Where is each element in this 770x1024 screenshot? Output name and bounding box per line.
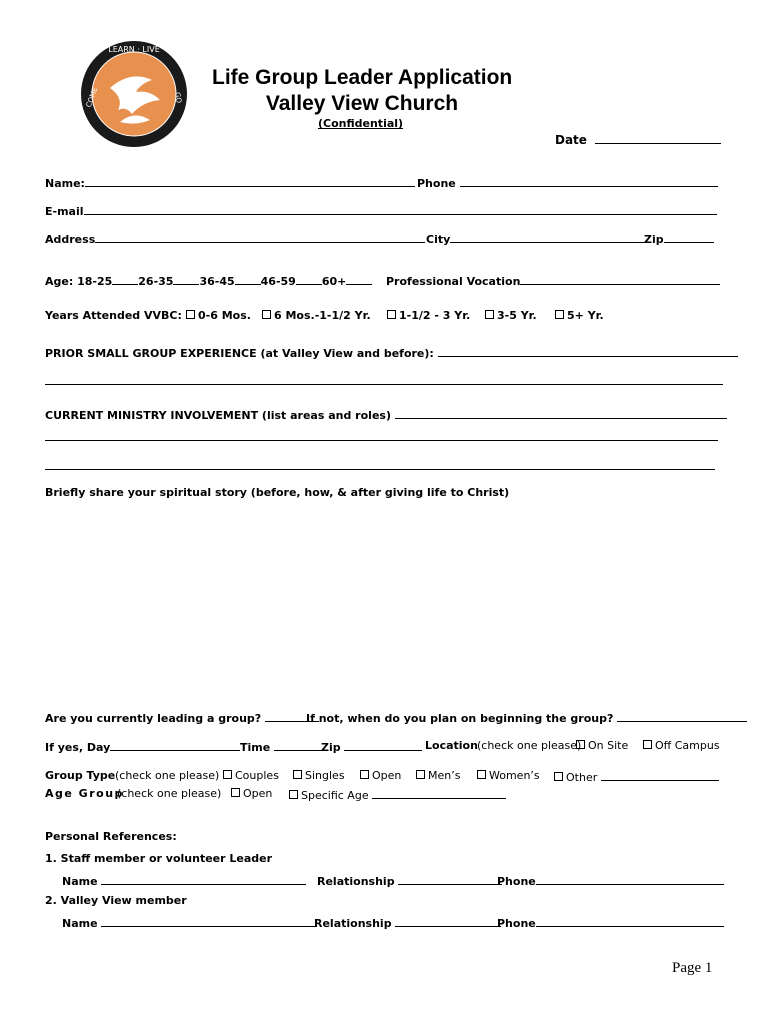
time-field[interactable] [240,739,324,754]
form-title: Life Group Leader Application [212,66,513,89]
location-hint: (check one please) [477,739,582,752]
current-ministry-line-2[interactable] [45,469,715,470]
checkbox-icon [416,770,425,779]
option-label: Open [372,769,402,782]
leading-group-field[interactable] [45,710,319,725]
ref1-name-label: Name [62,875,98,888]
option-label: Other [566,771,598,784]
ref2-name-label: Name [62,917,98,930]
date-field[interactable] [555,132,721,147]
ref2-phone-label: Phone [497,917,536,930]
ref1-name-field[interactable] [62,873,306,888]
time-label: Time [240,741,271,754]
location-off-campus[interactable] [643,739,720,752]
checkbox-icon [360,770,369,779]
date-label: Date [555,133,587,147]
option-label: 5+ Yr. [567,309,604,322]
reference-2-heading: 2. Valley View member [45,894,187,907]
age-group-hint: (check one please) [117,787,222,800]
spiritual-story-prompt: Briefly share your spiritual story (before, how, & after giving life to Christ) [45,486,510,499]
spiritual-story-area[interactable] [45,505,720,695]
church-name: Valley View Church [265,92,459,115]
checkbox-icon [387,310,396,319]
group-zip-label: Zip [321,741,341,754]
current-ministry-field[interactable] [45,407,727,422]
references-heading: Personal References: [45,830,177,843]
checkbox-icon [643,740,652,749]
option-label: 0-6 Mos. [198,309,251,322]
age-60-plus: 60+ [321,275,347,288]
page-number: Page 1 [672,960,713,976]
zip-label: Zip [644,233,664,246]
ref1-relationship-field[interactable] [317,873,502,888]
option-label: Specific Age [301,789,369,802]
reference-1-heading: 1. Staff member or volunteer Leader [45,852,273,865]
group-type-label: Group Type [45,769,116,782]
type-mens[interactable] [416,769,460,782]
checkbox-icon [262,310,271,319]
checkbox-icon [554,772,563,781]
type-open[interactable] [360,769,401,782]
option-label: 1-1/2 - 3 Yr. [399,309,471,322]
age-group-specific[interactable] [289,787,506,802]
type-singles[interactable] [293,769,345,782]
svg-text:LEARN · LIVE: LEARN · LIVE [108,45,160,54]
svg-text:COME: COME [84,86,100,109]
ref2-name-field[interactable] [62,915,316,930]
prior-experience-field[interactable] [45,345,738,360]
option-label: Women’s [489,769,540,782]
plan-begin-label: If not, when do you plan on beginning the group? [306,712,614,725]
phone-label: Phone [417,177,456,190]
phone-field[interactable] [417,175,718,190]
option-label: Singles [305,769,345,782]
leading-group-label: Are you currently leading a group? [45,712,262,725]
name-field[interactable] [45,175,415,190]
address-label: Address [45,233,96,246]
ref2-relationship-label: Relationship [314,917,392,930]
option-label: Men’s [428,769,461,782]
age-group-label: Age Group [45,787,124,800]
ref1-phone-field[interactable] [497,873,724,888]
prior-experience-label: PRIOR SMALL GROUP EXPERIENCE (at Valley View and before): [45,347,434,360]
current-ministry-line-1[interactable] [45,440,718,441]
checkbox-icon [555,310,564,319]
age-46-59: 46-59 [260,275,296,288]
type-other[interactable] [554,769,719,784]
day-field[interactable] [45,739,240,754]
years-option-18-3[interactable] [387,309,470,322]
location-on-site[interactable] [576,739,628,752]
checkbox-icon [289,790,298,799]
type-womens[interactable] [477,769,540,782]
day-label: If yes, Day [45,741,111,754]
option-label: Off Campus [655,739,720,752]
address-field[interactable] [45,231,425,246]
zip-field[interactable] [644,231,714,246]
years-option-5-plus[interactable] [555,309,604,322]
email-label: E-mail [45,205,84,218]
checkbox-icon [223,770,232,779]
age-label: Age: 18-25 [45,275,113,288]
svg-text:GO: GO [173,91,183,104]
type-couples[interactable] [223,769,279,782]
ref1-relationship-label: Relationship [317,875,395,888]
years-attended-label: Years Attended VVBC: [45,309,182,322]
option-label: 3-5 Yr. [497,309,537,322]
plan-begin-field[interactable] [306,710,747,725]
option-label: Couples [235,769,279,782]
checkbox-icon [485,310,494,319]
city-field[interactable] [426,231,645,246]
location-label: Location [425,739,478,752]
years-option-3-5[interactable] [485,309,537,322]
group-type-hint: (check one please) [115,769,220,782]
checkbox-icon [477,770,486,779]
age-range-field[interactable] [45,273,372,288]
confidential-label: (Confidential) [318,117,404,130]
age-26-35: 26-35 [138,275,174,288]
vocation-label: Professional Vocation [386,275,521,288]
years-option-0-6[interactable] [186,309,251,322]
age-group-open[interactable] [231,787,272,800]
name-label: Name: [45,177,85,190]
ref1-phone-label: Phone [497,875,536,888]
checkbox-icon [231,788,240,797]
option-label: 6 Mos.-1-1/2 Yr. [274,309,371,322]
ref2-relationship-field[interactable] [314,915,501,930]
current-ministry-label: CURRENT MINISTRY INVOLVEMENT (list areas and roles) [45,409,391,422]
option-label: Open [243,787,273,800]
group-zip-field[interactable] [321,739,422,754]
age-36-45: 36-45 [199,275,235,288]
ref2-phone-field[interactable] [497,915,724,930]
prior-experience-line[interactable] [45,384,723,385]
checkbox-icon [293,770,302,779]
email-field[interactable] [45,203,717,218]
option-label: On Site [588,739,629,752]
years-option-6-18[interactable] [262,309,371,322]
city-label: City [426,233,451,246]
church-logo [80,40,188,148]
checkbox-icon [186,310,195,319]
checkbox-icon [576,740,585,749]
vocation-field[interactable] [386,273,720,288]
